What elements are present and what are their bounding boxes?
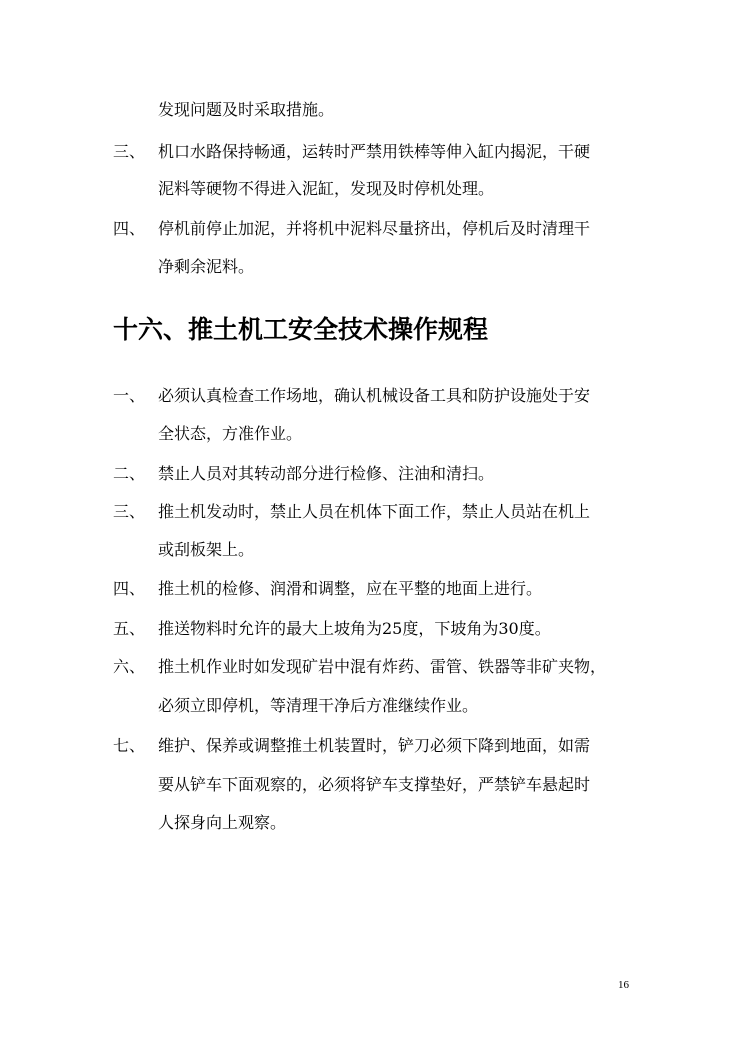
item-line: 推送物料时允许的最大上坡角为25度，下坡角为30度。 bbox=[158, 619, 551, 638]
item-line: 推土机的检修、润滑和调整，应在平整的地面上进行。 bbox=[158, 579, 543, 598]
item-line: 维护、保养或调整推土机装置时，铲刀必须下降到地面，如需 bbox=[158, 736, 591, 755]
section-heading: 十六、推土机工安全技术操作规程 bbox=[113, 315, 489, 344]
continuation-line: 发现问题及时采取措施。 bbox=[158, 100, 335, 119]
item-line: 泥料等硬物不得进入泥缸，发现及时停机处理。 bbox=[158, 179, 495, 198]
item-line: 机口水路保持畅通，运转时严禁用铁棒等伸入缸内揭泥，干硬 bbox=[158, 142, 591, 161]
item-number: 一、 bbox=[113, 386, 146, 405]
item-number: 三、 bbox=[113, 142, 146, 161]
item-number: 四、 bbox=[113, 219, 146, 238]
item-number: 二、 bbox=[113, 464, 146, 483]
item-line: 或刮板架上。 bbox=[158, 540, 255, 559]
item-line: 推土机发动时，禁止人员在机体下面工作，禁止人员站在机上 bbox=[158, 502, 591, 521]
item-line: 禁止人员对其转动部分进行检修、注油和清扫。 bbox=[158, 464, 495, 483]
item-line: 停机前停止加泥，并将机中泥料尽量挤出，停机后及时清理干 bbox=[158, 219, 591, 238]
item-number: 三、 bbox=[113, 502, 146, 521]
item-line: 全状态，方准作业。 bbox=[158, 424, 303, 443]
item-number: 六、 bbox=[113, 657, 146, 676]
item-line: 必须认真检查工作场地，确认机械设备工具和防护设施处于安 bbox=[158, 386, 591, 405]
item-number: 七、 bbox=[113, 736, 146, 755]
item-line: 推土机作业时如发现矿岩中混有炸药、雷管、铁器等非矿夹物， bbox=[158, 657, 607, 676]
item-line: 必须立即停机，等清理干净后方准继续作业。 bbox=[158, 696, 479, 715]
item-number: 四、 bbox=[113, 579, 146, 598]
item-number: 五、 bbox=[113, 619, 146, 638]
item-line: 净剩余泥料。 bbox=[158, 257, 255, 276]
item-line: 要从铲车下面观察的，必须将铲车支撑垫好，严禁铲车悬起时 bbox=[158, 775, 591, 794]
page-number: 16 bbox=[618, 979, 629, 991]
item-line: 人探身向上观察。 bbox=[158, 813, 287, 832]
